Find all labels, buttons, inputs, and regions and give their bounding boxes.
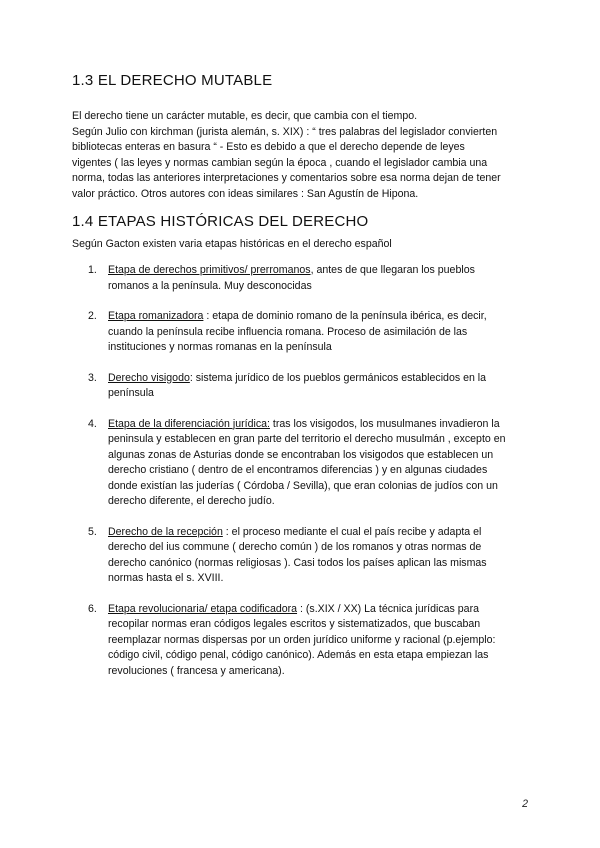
stage-text: código civil, código penal, código canónico). Además en esta etapa empiezan las bbox=[108, 649, 489, 661]
stages-list bbox=[72, 263, 532, 679]
stage-item bbox=[72, 602, 532, 680]
stage-text: revoluciones ( francesa y americana). bbox=[108, 664, 285, 677]
stage-number: 4. bbox=[88, 417, 97, 430]
stage-text: recopilar normas eran códigos legales escritos y sistematizados, que buscaban bbox=[108, 618, 481, 630]
stage-term: Etapa de la diferenciación jurídica: bbox=[108, 417, 270, 430]
stage-text: cuando la península recibe influencia romana. Proceso de asimilación de las bbox=[108, 325, 468, 338]
stage-number: 6. bbox=[88, 602, 97, 615]
paragraph-line: norma, todas las anteriores interpretaciones y comentarios sobre esa norma dejan de tener bbox=[72, 172, 501, 184]
stage-term: Etapa romanizadora bbox=[108, 310, 204, 322]
stage-number: 5. bbox=[88, 525, 97, 538]
stage-text: : (s.XIX / XX) La técnica jurídicas para bbox=[297, 602, 479, 615]
paragraph-line: valor práctico. Otros autores con ideas similares : San Agustín de Hipona. bbox=[72, 187, 419, 200]
stage-text: : etapa de dominio romano de la península ibérica, es decir, bbox=[203, 310, 487, 322]
stage-term: Derecho de la recepción bbox=[108, 525, 223, 538]
section-title-mutable: 1.3 EL DERECHO MUTABLE bbox=[72, 72, 273, 89]
stage-text: : sistema jurídico de los pueblos germánicos establecidos en la bbox=[189, 371, 487, 384]
stage-text: derecho diferente, el derecho judío. bbox=[108, 495, 275, 507]
paragraph-mutable bbox=[72, 109, 532, 202]
paragraph-line: bibliotecas enteras en basura “ - Esto es debido a que el derecho depende de leyes bbox=[72, 141, 465, 153]
page-number: 2 bbox=[522, 798, 528, 810]
stage-item bbox=[72, 371, 532, 402]
stage-text: instituciones y normas romanas en la península bbox=[108, 341, 332, 353]
stage-term: Etapa de derechos primitivos/ prerromanos bbox=[108, 264, 311, 276]
stage-item bbox=[72, 263, 532, 294]
stage-text: tras los visigodos, los musulmanes invadieron la bbox=[269, 417, 500, 430]
stage-term: Etapa revolucionaria/ etapa codificadora bbox=[108, 602, 298, 615]
stage-text: derecho del ius commune ( derecho común ) de los romanos y otras normas de bbox=[108, 541, 482, 553]
paragraph-line: El derecho tiene un carácter mutable, es decir, que cambia con el tiempo. bbox=[72, 110, 418, 122]
stage-text: romanos a la península. Muy desconocidas bbox=[108, 279, 312, 292]
stage-term: Derecho visigodo bbox=[108, 371, 190, 384]
stage-text: : el proceso mediante el cual el país recibe y adapta el bbox=[222, 525, 482, 538]
stage-text: normas hasta el s. XVIII. bbox=[108, 572, 224, 584]
stage-text: derecho canónico (normas religiosas ). Casi todos los países aplican las mismas bbox=[108, 556, 487, 569]
stage-number: 3. bbox=[88, 371, 97, 384]
intro-etapas: Según Gacton existen varia etapas históricas en el derecho español bbox=[72, 238, 392, 250]
stage-text: reemplazar normas dispersas por un orden jurídico uniforme y racional (p.ejemplo: bbox=[108, 633, 496, 646]
stage-item bbox=[72, 309, 532, 356]
stage-text: algunas zonas de Asturias donde se encontraban los visigodos que establecen un bbox=[108, 448, 494, 461]
section-title-etapas: 1.4 ETAPAS HISTÓRICAS DEL DERECHO bbox=[72, 213, 369, 230]
stage-item bbox=[72, 417, 532, 510]
stage-text: donde existían las juderías ( Córdoba / Sevilla), que eran colonias de judíos con un bbox=[108, 479, 498, 492]
stage-item bbox=[72, 525, 532, 587]
paragraph-line: Según Julio con kirchman (jurista alemán, s. XIX) : “ tres palabras del legislador convierten bbox=[72, 125, 498, 138]
stage-text: derecho cristiano ( dentro de el encontramos diferencias ) y en algunas ciudades bbox=[108, 464, 488, 476]
paragraph-line: vigentes ( las leyes y normas cambian según la época , cuando el legislador cambia una bbox=[72, 156, 488, 169]
stage-text: peninsula y establecen en gran parte del territorio el derecho musulmán , excepto en bbox=[108, 433, 506, 445]
stage-text: , antes de que llegaran los pueblos bbox=[310, 264, 475, 276]
stage-text: península bbox=[108, 387, 154, 399]
stage-number: 1. bbox=[88, 264, 97, 276]
stage-number: 2. bbox=[88, 310, 97, 322]
